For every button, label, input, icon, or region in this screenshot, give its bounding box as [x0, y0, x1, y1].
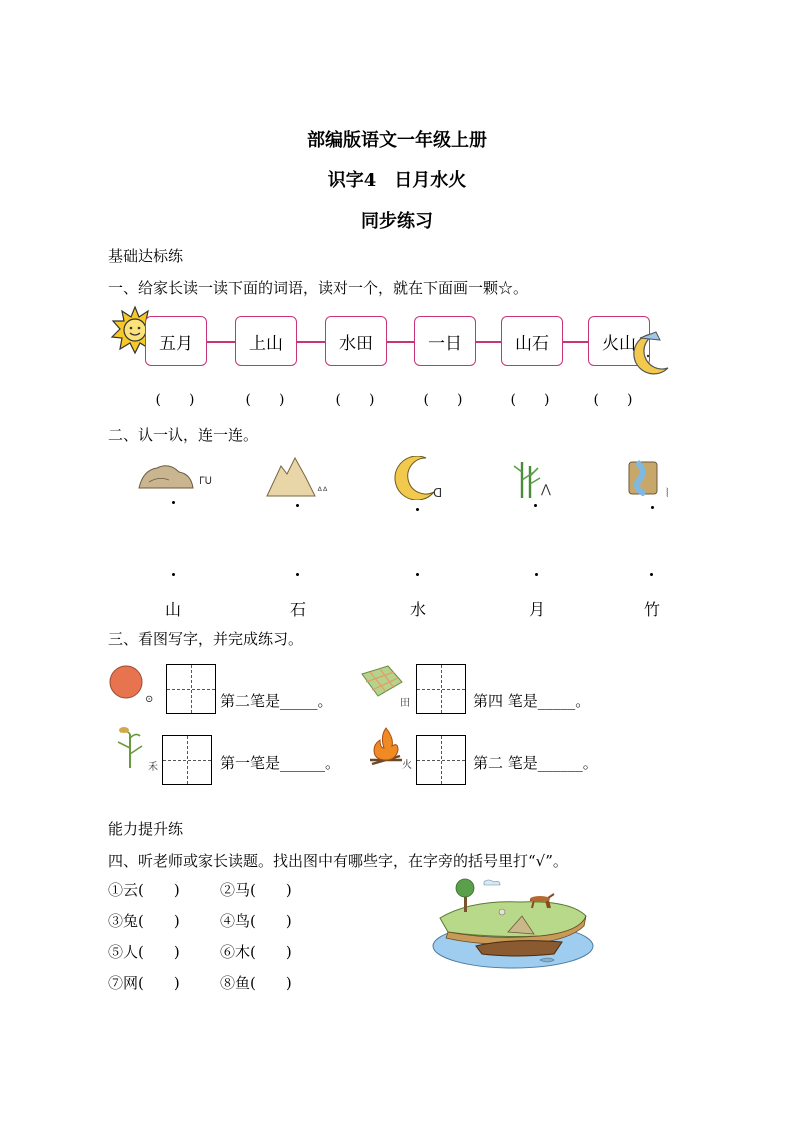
- writing-grid[interactable]: [162, 735, 212, 785]
- rock-icon: [135, 460, 197, 492]
- q4-option[interactable]: ④鸟( ): [220, 912, 292, 930]
- blank-line[interactable]: _____: [280, 692, 318, 710]
- blank-end: 。: [582, 754, 598, 772]
- q4-option[interactable]: ⑥木( ): [220, 943, 292, 961]
- match-dot[interactable]: [650, 573, 653, 576]
- match-char: 月: [528, 600, 545, 619]
- q1-instruction: 一、给家长读一读下面的词语，读对一个，就在下面画一颗☆。: [108, 279, 529, 297]
- blank-label: 第二笔是: [220, 692, 281, 710]
- ancient-glyph: 火: [402, 760, 412, 771]
- connector: [476, 341, 501, 343]
- match-dot[interactable]: [651, 506, 654, 509]
- answer-parens[interactable]: ( ): [335, 392, 375, 408]
- q4-option[interactable]: ⑤人( ): [108, 943, 180, 961]
- connector: [563, 341, 588, 343]
- mountain-icon: [265, 456, 317, 498]
- writing-grid[interactable]: [416, 735, 466, 785]
- blank-label: 第二 笔是: [473, 754, 538, 772]
- blank-label: 第四 笔是: [473, 692, 538, 710]
- match-char: 竹: [643, 600, 660, 619]
- exercise-title: 同步练习: [361, 211, 433, 232]
- answer-parens[interactable]: ( ): [423, 392, 463, 408]
- fill-blank-item: [473, 752, 598, 773]
- match-char: 山: [164, 600, 181, 619]
- field-icon: [358, 664, 406, 704]
- match-dot[interactable]: [534, 504, 537, 507]
- match-char: 水: [409, 600, 426, 619]
- writing-grid[interactable]: [416, 664, 466, 714]
- ancient-glyph: ᗡ: [433, 486, 443, 500]
- q2-instruction: 二、认一认，连一连。: [108, 426, 259, 444]
- connector: [207, 341, 235, 343]
- match-dot[interactable]: [416, 573, 419, 576]
- blank-end: 。: [325, 754, 341, 772]
- blank-end: 。: [575, 692, 591, 710]
- connector: [297, 341, 325, 343]
- ancient-glyph: ᒥᑌ: [199, 476, 212, 487]
- fill-blank-item: [473, 690, 590, 711]
- q4-option[interactable]: ②马( ): [220, 881, 292, 899]
- doc-title: 部编版语文一年级上册: [307, 130, 487, 151]
- q4-option[interactable]: ③兔( ): [108, 912, 180, 930]
- section-advanced: 能力提升练: [108, 820, 184, 838]
- ancient-glyph: ᐞᐞ: [317, 486, 328, 497]
- blank-end: 。: [317, 692, 333, 710]
- answer-parens[interactable]: ( ): [510, 392, 550, 408]
- word-box: 水田: [325, 316, 387, 366]
- q3-instruction: 三、看图写字，并完成练习。: [108, 630, 304, 648]
- moon-icon: [392, 456, 436, 500]
- bamboo-icon: [512, 460, 542, 498]
- word-box: 山石: [501, 316, 563, 366]
- q4-option[interactable]: ⑧鱼( ): [220, 974, 292, 992]
- lesson-title: 识字4 日月水火: [327, 170, 467, 191]
- match-dot[interactable]: [172, 501, 175, 504]
- q4-instruction: 四、听老师或家长读题。找出图中有哪些字，在字旁的括号里打“√”。: [108, 852, 568, 870]
- blank-line[interactable]: ______: [537, 754, 583, 772]
- ancient-glyph: ⊙: [145, 694, 154, 705]
- match-dot[interactable]: [172, 573, 175, 576]
- grain-icon: [110, 724, 150, 770]
- answer-parens[interactable]: ( ): [245, 392, 285, 408]
- word-box: 一日: [414, 316, 476, 366]
- fill-blank-item: [220, 752, 340, 773]
- blank-line[interactable]: ______: [280, 754, 326, 772]
- ancient-glyph: 禾: [148, 762, 158, 773]
- section-basic: 基础达标练: [108, 247, 184, 265]
- answer-parens[interactable]: ( ): [593, 392, 633, 408]
- match-char: 石: [289, 600, 306, 619]
- blank-label: 第一笔是: [220, 754, 281, 772]
- ancient-glyph: 田: [400, 698, 410, 709]
- answer-parens[interactable]: ( ): [155, 392, 195, 408]
- match-dot[interactable]: [296, 573, 299, 576]
- connector: [387, 341, 414, 343]
- word-box: 上山: [235, 316, 297, 366]
- writing-grid[interactable]: [166, 664, 216, 714]
- q4-option[interactable]: ①云( ): [108, 881, 180, 899]
- match-dot[interactable]: [416, 508, 419, 511]
- island-scene-illustration: [430, 876, 596, 972]
- match-dot[interactable]: [296, 504, 299, 507]
- word-box: 火山: [588, 316, 650, 366]
- fill-blank-item: [220, 690, 333, 711]
- ancient-glyph: ⦚: [666, 486, 669, 500]
- blank-line[interactable]: _____: [537, 692, 576, 710]
- crescent-moon-icon: [626, 330, 672, 378]
- word-box: 五月: [145, 316, 207, 366]
- match-dot[interactable]: [535, 573, 538, 576]
- water-icon: [627, 460, 661, 496]
- ancient-glyph: ⋀: [541, 482, 551, 496]
- q4-option[interactable]: ⑦网( ): [108, 974, 180, 992]
